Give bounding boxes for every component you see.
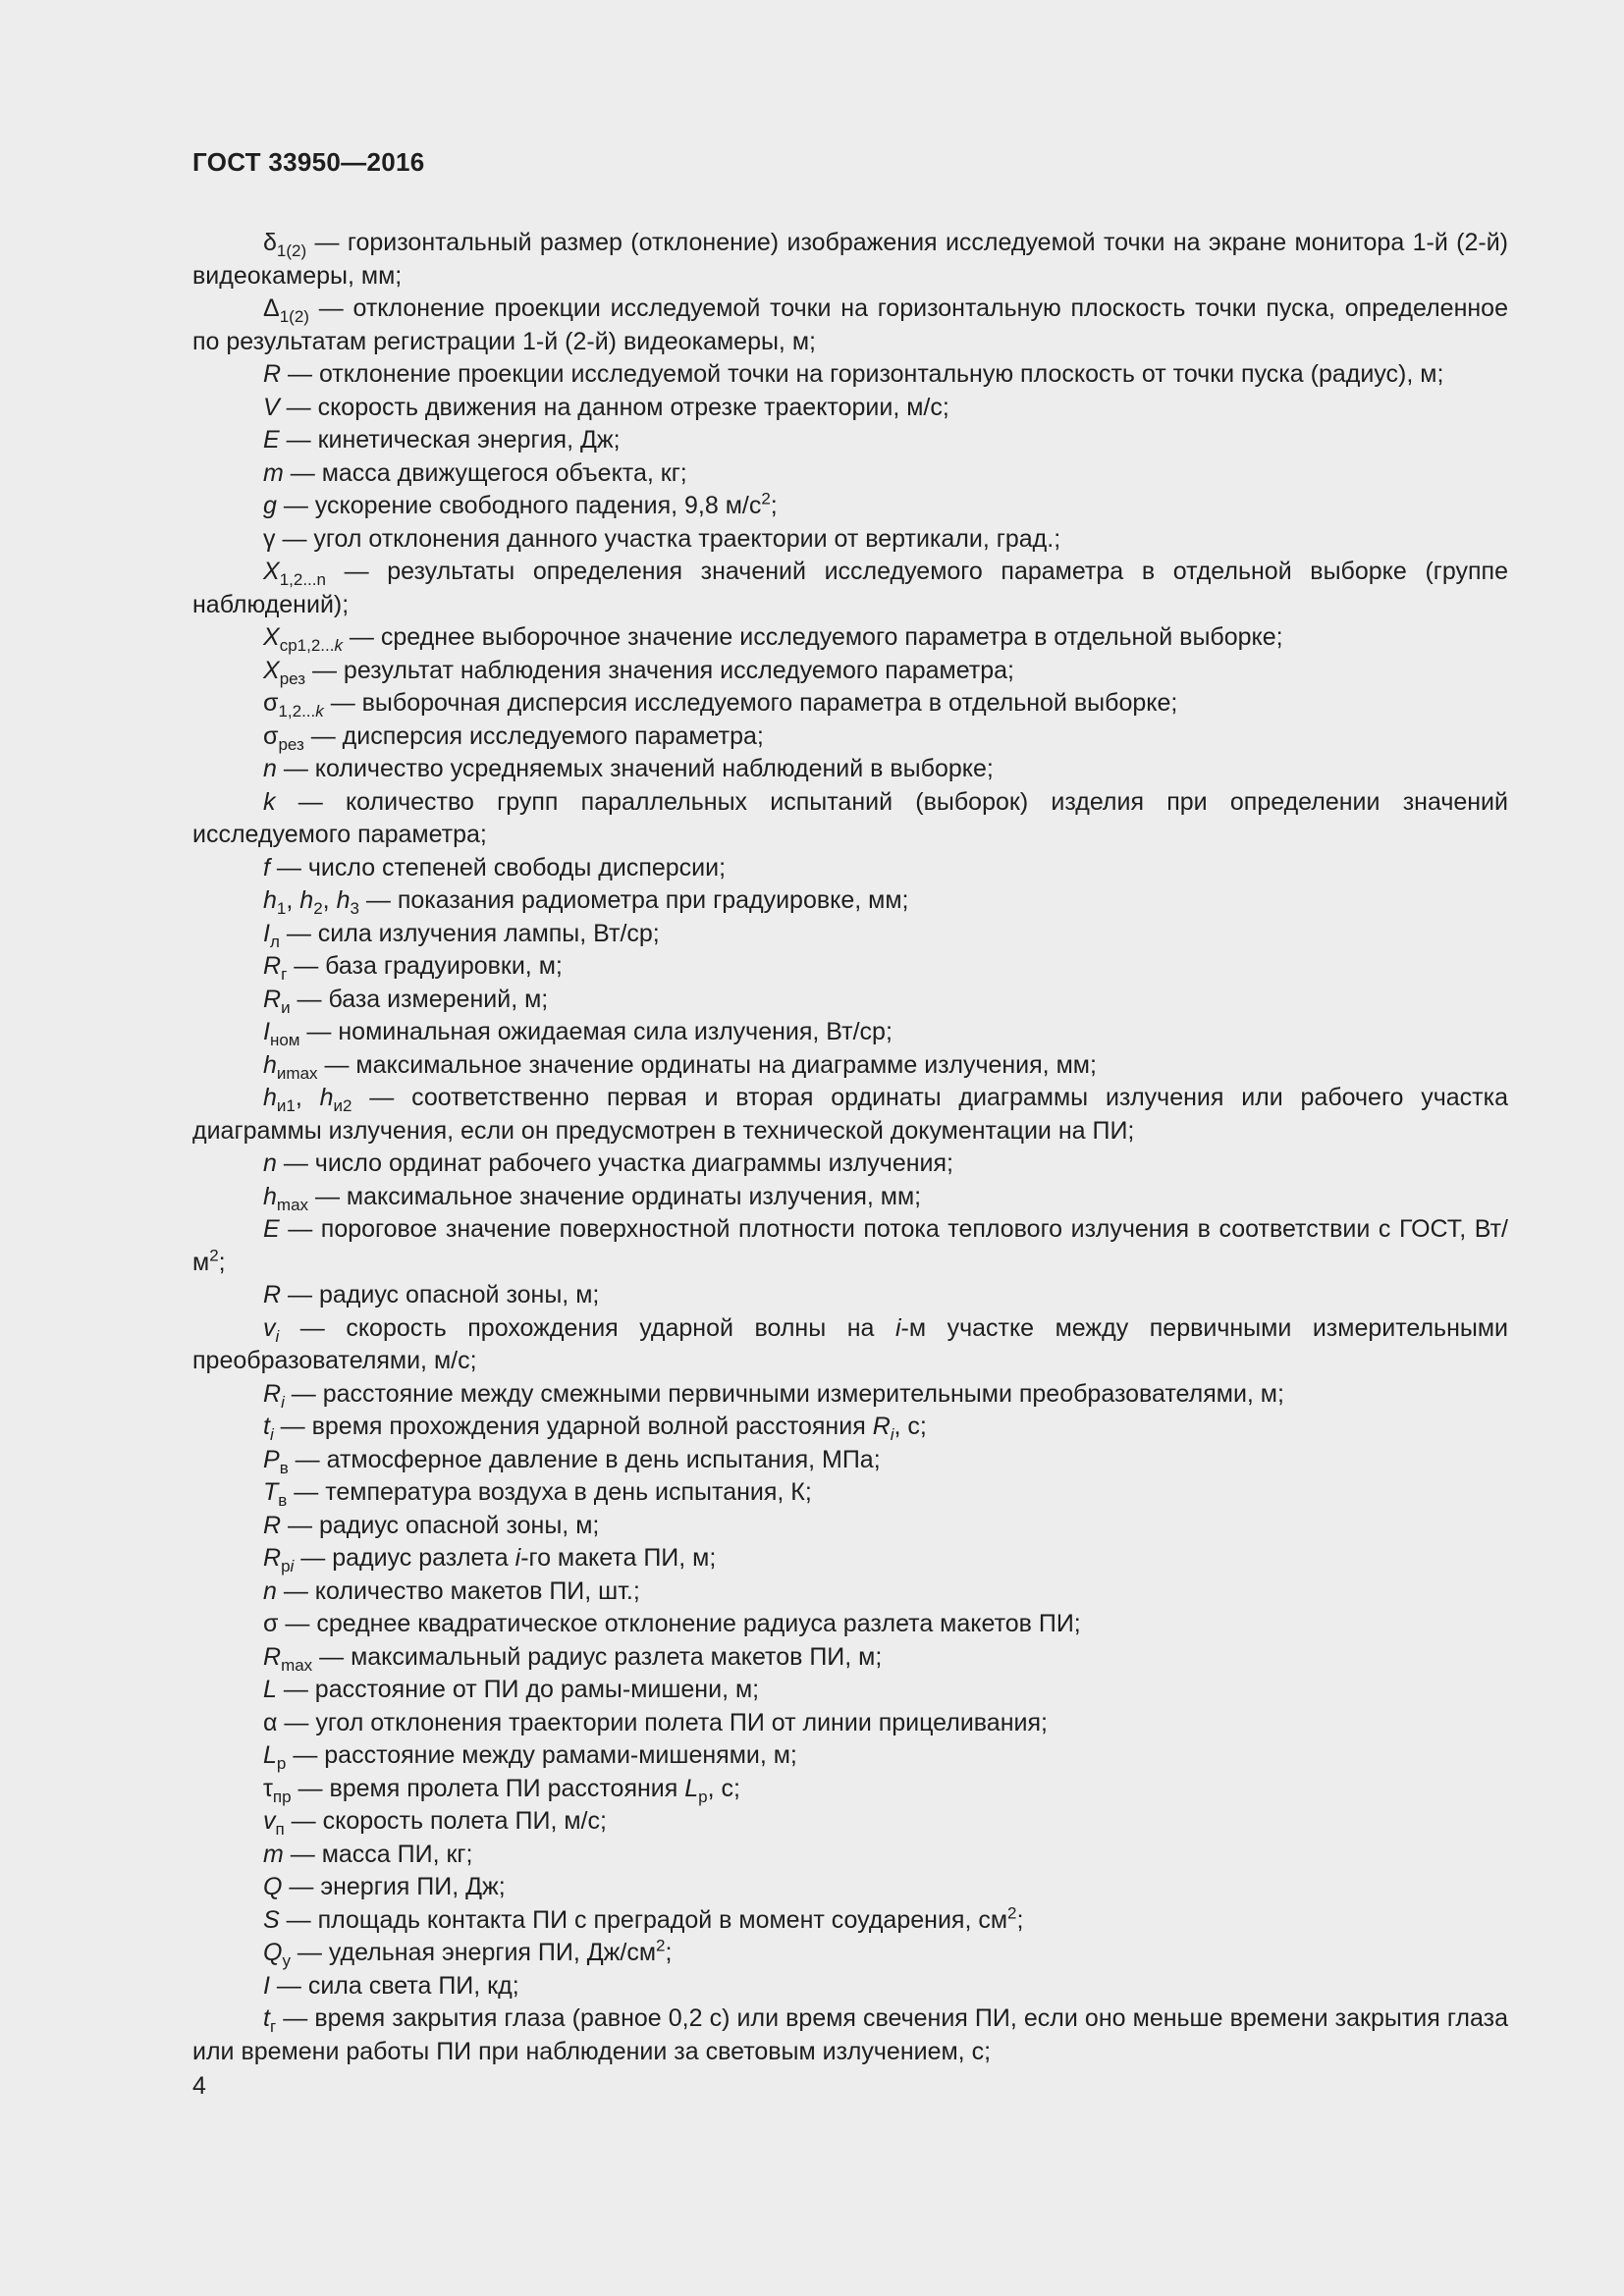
definition-text: — максимальное значение ординаты на диаграмме излучения, мм; <box>317 1050 1097 1079</box>
symbol <box>263 919 280 951</box>
symbol <box>263 755 277 782</box>
definition-item <box>192 2002 1508 2068</box>
definition-text: — сила излучения лампы, Вт/ср; <box>279 919 660 947</box>
definition-text: — отклонение проекции исследуемой точки на горизонтальную плоскость точки пуска, определенное по результатам регистрации 1-й (2-й) видеокамеры, м; <box>192 294 1508 355</box>
symbol-subscript: 1 <box>276 899 287 918</box>
symbol-base: E <box>263 426 280 454</box>
symbol-subscript: г <box>269 2017 277 2036</box>
definition-item <box>192 457 1508 491</box>
symbol-base: Q <box>263 1939 283 1966</box>
definition-item <box>192 1674 1508 1707</box>
symbol-base: R <box>263 1642 282 1671</box>
definition-text: — число ординат рабочего участка диаграммы излучения; <box>276 1149 953 1177</box>
symbol <box>263 1018 300 1049</box>
symbol <box>263 459 284 487</box>
definition-tail: ; <box>1016 1905 1024 1934</box>
inline-italic: i <box>514 1544 521 1572</box>
definition-text: -м участке между первичными измерительными преобразователями, м/с; <box>192 1313 1509 1374</box>
symbol <box>263 1413 274 1444</box>
symbol-base: R <box>263 1281 282 1308</box>
symbol-base: X <box>263 623 280 651</box>
symbol <box>263 1577 277 1605</box>
definition-item <box>192 523 1508 557</box>
definition-item <box>192 1773 1508 1806</box>
symbol <box>263 426 280 454</box>
symbol-base: v <box>263 1807 276 1835</box>
symbol-base: V <box>263 393 280 421</box>
definition-text: — результаты определения значений исследуемого параметра в отдельной выборке (группе наблюдений); <box>192 558 1508 618</box>
symbol-subscript: иmax <box>276 1063 318 1083</box>
symbol-base: P <box>263 1445 280 1473</box>
definition-text: — угол отклонения данного участка траектории от вертикали, град.; <box>275 524 1061 553</box>
page-number: 4 <box>192 2072 206 2100</box>
definition-text: — атмосферное давление в день испытания, МПа; <box>288 1445 881 1473</box>
symbol <box>263 854 270 881</box>
definition-item <box>192 1181 1508 1214</box>
definition-text: — отклонение проекции исследуемой точки на горизонтальную плоскость от точки пуска (радиус), м; <box>281 360 1444 388</box>
symbol <box>263 1084 296 1115</box>
symbol <box>263 656 306 688</box>
symbol-base: S <box>263 1905 280 1934</box>
symbol <box>263 623 343 655</box>
symbol <box>263 1972 270 2000</box>
symbol-base: R <box>872 1413 891 1440</box>
symbol-definitions-list <box>192 227 1508 2068</box>
definition-item <box>192 687 1508 721</box>
definition-item <box>192 1444 1508 1477</box>
symbol-base: h <box>299 886 314 914</box>
definition-item <box>192 655 1508 688</box>
symbol-base: L <box>684 1774 699 1802</box>
symbol-subscript: и1 <box>276 1096 296 1115</box>
symbol-subscript: 1,2...n <box>279 570 326 589</box>
symbol-base: f <box>263 853 270 881</box>
definition-text: — площадь контакта ПИ с преградой в момент соударения, см <box>279 1905 1008 1934</box>
definition-item <box>192 392 1508 425</box>
symbol-subscript: 1(2) <box>276 241 307 260</box>
definition-item <box>192 1805 1508 1839</box>
symbol-base: σ <box>263 721 279 750</box>
symbol-base: R <box>263 985 282 1013</box>
symbol <box>263 689 324 721</box>
symbol <box>263 294 309 326</box>
superscript: 2 <box>656 1936 666 1955</box>
symbol <box>263 1774 292 1806</box>
definition-text: — соответственно первая и вторая ординаты диаграммы излучения или рабочего участка диаграммы излучения, если он предусмотрен в технической документации на ПИ; <box>192 1084 1508 1145</box>
symbol <box>263 229 307 260</box>
definition-item <box>192 227 1508 293</box>
definition-text: — масса ПИ, кг; <box>283 1840 473 1868</box>
symbol-subscript: ном <box>269 1031 300 1049</box>
symbol-subscript: п <box>275 1820 285 1839</box>
symbol-subscript-italic: i <box>281 1392 285 1412</box>
symbol-subscript: л <box>269 932 280 951</box>
definition-item <box>192 1608 1508 1641</box>
symbol-base: I <box>263 1971 270 2000</box>
definition-tail: ; <box>665 1939 673 1966</box>
symbol-base: τ <box>263 1774 273 1802</box>
symbol-base: v <box>263 1313 276 1342</box>
definition-text: — угол отклонения траектории полета ПИ от линии прицеливания; <box>277 1708 1048 1736</box>
definition-item <box>192 852 1508 885</box>
symbol-subscript: max <box>281 1655 313 1675</box>
symbol-base: T <box>263 1478 279 1506</box>
symbol-base: h <box>263 1084 277 1111</box>
symbol <box>263 1281 281 1308</box>
definition-text: — среднее выборочное значение исследуемого параметра в отдельной выборке; <box>342 623 1283 651</box>
symbol-base: t <box>263 2004 270 2032</box>
symbol <box>263 1841 284 1868</box>
symbol <box>263 394 280 421</box>
definition-text: — скорость прохождения ударной волны на <box>279 1313 895 1342</box>
symbol <box>263 886 287 918</box>
definition-tail: ; <box>218 1248 226 1276</box>
definition-text: — сила света ПИ, кд; <box>269 1971 519 2000</box>
definition-item <box>192 621 1508 655</box>
definition-text: — радиус разлета <box>294 1544 515 1572</box>
symbol <box>263 1379 285 1412</box>
symbol <box>263 1149 277 1177</box>
symbol <box>336 886 359 918</box>
superscript: 2 <box>1007 1903 1017 1923</box>
definition-item <box>192 1575 1508 1609</box>
definition-item <box>192 1476 1508 1510</box>
definition-text: — расстояние от ПИ до рамы-мишени, м; <box>276 1676 760 1703</box>
symbol-subscript: р <box>698 1787 708 1806</box>
symbol-subscript: и2 <box>333 1096 352 1115</box>
symbol-base: n <box>263 1576 277 1605</box>
symbol-base: I <box>263 1018 270 1045</box>
definition-item <box>192 1937 1508 1970</box>
symbol <box>263 1741 287 1773</box>
symbol-subscript: г <box>281 965 288 984</box>
definition-item <box>192 556 1508 621</box>
symbol-base: R <box>263 1511 282 1539</box>
symbol-base: γ <box>263 524 276 553</box>
symbol-subscript: ср1,2... <box>279 636 335 655</box>
symbol <box>263 525 276 553</box>
symbol <box>263 1182 309 1214</box>
definition-item <box>192 1707 1508 1740</box>
symbol-subscript: и <box>281 997 291 1017</box>
definition-text: — скорость движения на данном отрезке траектории, м/с; <box>279 393 949 421</box>
symbol-base: R <box>263 1379 282 1408</box>
definition-item <box>192 1411 1508 1444</box>
symbol <box>263 1445 289 1477</box>
definition-text: — максимальный радиус разлета макетов ПИ, м; <box>312 1642 883 1671</box>
definition-item <box>192 984 1508 1017</box>
document-header: ГОСТ 33950—2016 <box>192 147 425 177</box>
definition-text: — кинетическая энергия, Дж; <box>279 426 621 454</box>
definition-item: $h_1$, $h_2$, $h_3$ — показания радиометра при градуировке, мм; <box>263 886 909 918</box>
definition-text: — результат наблюдения значения исследуемого параметра; <box>305 656 1014 684</box>
definition-text: — ускорение свободного падения, 9,8 м/с <box>276 492 762 519</box>
symbol-base: m <box>263 458 284 487</box>
symbol <box>263 1807 285 1839</box>
symbol <box>263 558 326 589</box>
symbol <box>263 1512 281 1539</box>
symbol-base: R <box>263 360 282 388</box>
definition-text: , с; <box>707 1774 740 1802</box>
definition-item <box>192 1542 1508 1575</box>
definition-text: -го макета ПИ, м; <box>520 1544 717 1572</box>
definition-text: — масса движущегося объекта, кг; <box>283 458 687 487</box>
definition-text: — выборочная дисперсия исследуемого параметра в отдельной выборке; <box>323 689 1178 717</box>
symbol <box>263 1906 280 1934</box>
symbol <box>319 1084 352 1115</box>
definition-text: — максимальное значение ординаты излучения, мм; <box>308 1182 922 1210</box>
symbol <box>263 1544 295 1575</box>
definition-text: — количество групп параллельных испытаний (выборок) изделия при определении значений исследуемого параметра; <box>192 787 1508 848</box>
symbol-base: h <box>263 1182 277 1210</box>
symbol <box>263 1676 277 1703</box>
symbol-base: α <box>263 1708 278 1736</box>
symbol-subscript: рез <box>279 668 306 688</box>
definition-item <box>192 1839 1508 1872</box>
symbol <box>263 721 304 754</box>
symbol-subscript-italic: i <box>890 1425 894 1444</box>
symbol-base: n <box>263 1149 277 1177</box>
symbol-base: m <box>263 1840 284 1868</box>
definition-item <box>192 1378 1508 1412</box>
symbol-subscript: пр <box>272 1787 292 1806</box>
superscript: 2 <box>209 1246 219 1265</box>
symbol-base: X <box>263 656 280 684</box>
symbol <box>263 985 291 1017</box>
definition-text: — номинальная ожидаемая сила излучения, Вт/ср; <box>299 1018 893 1045</box>
symbol <box>263 492 277 519</box>
symbol-base: h <box>336 886 351 914</box>
symbol-base: h <box>319 1084 334 1111</box>
inline-italic: i <box>894 1313 901 1342</box>
symbol-base: σ <box>263 689 279 717</box>
definition-text: — энергия ПИ, Дж; <box>282 1873 506 1900</box>
symbol-base: L <box>263 1741 277 1769</box>
definition-item <box>192 1016 1508 1049</box>
symbol-subscript: 1(2) <box>279 307 309 326</box>
definition-item <box>192 1148 1508 1181</box>
symbol-base: n <box>263 755 277 782</box>
symbol-subscript-italic: i <box>290 1557 295 1575</box>
symbol <box>263 1313 280 1346</box>
symbol-base: R <box>263 1544 282 1572</box>
symbol-subscript-italic: k <box>315 702 324 721</box>
symbol <box>263 1610 278 1637</box>
definition-text: — дисперсия исследуемого параметра; <box>303 721 764 750</box>
definition-item <box>192 753 1508 786</box>
symbol-base: I <box>263 919 270 947</box>
symbol <box>263 1873 282 1900</box>
symbol-subscript: в <box>279 1458 289 1477</box>
definition-item <box>192 1312 1508 1378</box>
symbol-base: L <box>263 1676 277 1703</box>
definition-item <box>192 1871 1508 1904</box>
definition-tail: ; <box>770 492 778 519</box>
definition-item <box>192 1510 1508 1543</box>
definition-text: — скорость полета ПИ, м/с; <box>284 1807 607 1835</box>
definition-item <box>192 786 1508 852</box>
symbol <box>263 360 281 388</box>
definition-text: — показания радиометра при градуировке, мм; <box>358 886 909 914</box>
definition-item <box>192 358 1508 392</box>
symbol <box>299 886 323 918</box>
symbol-base: g <box>263 492 277 519</box>
symbol-subscript-italic: i <box>269 1425 274 1444</box>
definition-item <box>192 293 1508 358</box>
symbol-subscript: рез <box>278 734 304 754</box>
symbol-base: Q <box>263 1873 283 1900</box>
definition-item <box>192 950 1508 984</box>
definition-text: — пороговое значение поверхностной плотности потока теплового излучения в соответствии с ГОСТ, Вт/м <box>192 1215 1508 1276</box>
symbol-base: k <box>263 787 276 816</box>
definition-item: $h_{и1}$, $h_{и2}$ — соответственно первая и вторая ординаты диаграммы излучения или рабочего участка диаграммы излучения, если он предусмотрен в технической документации на ПИ; <box>192 1084 1508 1145</box>
symbol-base: h <box>263 1050 277 1079</box>
definition-text: , с; <box>893 1413 927 1440</box>
definition-item <box>192 1213 1508 1279</box>
symbol-subscript: 1,2... <box>278 702 316 721</box>
definition-item <box>192 721 1508 754</box>
definition-text: — база градуировки, м; <box>287 952 563 980</box>
symbol <box>263 952 288 984</box>
symbol-subscript: р <box>281 1557 291 1575</box>
symbol <box>263 1709 277 1736</box>
definition-text: — время закрытия глаза (равное 0,2 с) или время свечения ПИ, если оно меньше времени закрытия глаза или времени работы ПИ при наблюдении за световым излучением, с; <box>192 2004 1508 2065</box>
symbol-base: t <box>263 1413 270 1440</box>
definition-text: — время пролета ПИ расстояния <box>291 1774 685 1802</box>
definition-text: — горизонтальный размер (отклонение) изображения исследуемой точки на экране монитора 1-й (2-й) видеокамеры, мм; <box>192 229 1508 290</box>
definition-item <box>192 1049 1508 1083</box>
definition-text: — температура воздуха в день испытания, К; <box>287 1478 812 1506</box>
definition-text: — время прохождения ударной волной расстояния <box>273 1413 873 1440</box>
symbol <box>263 1215 280 1243</box>
definition-item <box>192 918 1508 951</box>
symbol-base: h <box>263 886 277 914</box>
definition-text: — радиус опасной зоны, м; <box>281 1281 600 1308</box>
definition-text: — количество усредняемых значений наблюдений в выборке; <box>276 755 994 782</box>
symbol <box>263 1642 313 1675</box>
definition-text: — количество макетов ПИ, шт.; <box>276 1576 640 1605</box>
superscript: 2 <box>761 489 771 508</box>
definition-text: — расстояние между рамами-мишенями, м; <box>286 1741 797 1769</box>
definition-text: — база измерений, м; <box>290 985 549 1013</box>
definition-item <box>192 1641 1508 1675</box>
definition-item <box>192 1904 1508 1938</box>
inline-symbol <box>684 1774 708 1806</box>
symbol-subscript-italic: i <box>275 1326 280 1346</box>
definition-item <box>192 1279 1508 1312</box>
symbol-base: X <box>263 558 280 585</box>
symbol-subscript: 3 <box>350 899 359 918</box>
symbol-base: σ <box>263 1610 279 1637</box>
symbol <box>263 1478 288 1510</box>
definition-item <box>192 1739 1508 1773</box>
definition-text: — расстояние между смежными первичными измерительными преобразователями, м; <box>284 1379 1284 1408</box>
symbol <box>263 1050 318 1083</box>
symbol-subscript: 2 <box>313 899 323 918</box>
symbol-subscript: р <box>276 1754 287 1773</box>
symbol <box>263 788 276 816</box>
inline-symbol <box>872 1413 894 1444</box>
definition-item <box>192 490 1508 523</box>
symbol-base: δ <box>263 229 277 256</box>
definition-item <box>192 424 1508 457</box>
definition-text: — число степеней свободы дисперсии; <box>269 853 727 881</box>
symbol-subscript: max <box>276 1195 309 1214</box>
symbol-subscript: в <box>278 1491 288 1510</box>
definition-text: — радиус опасной зоны, м; <box>281 1511 600 1539</box>
symbol-base: Δ <box>263 294 280 322</box>
definition-text: — среднее квадратическое отклонение радиуса разлета макетов ПИ; <box>278 1610 1081 1637</box>
symbol-base: E <box>263 1215 280 1243</box>
symbol-base: R <box>263 952 282 980</box>
definition-text: — удельная энергия ПИ, Дж/см <box>290 1939 657 1966</box>
symbol-subscript: у <box>282 1951 291 1970</box>
symbol <box>263 2004 277 2036</box>
definition-item <box>192 1970 1508 2003</box>
symbol <box>263 1939 291 1970</box>
symbol-subscript-italic: k <box>334 636 343 655</box>
